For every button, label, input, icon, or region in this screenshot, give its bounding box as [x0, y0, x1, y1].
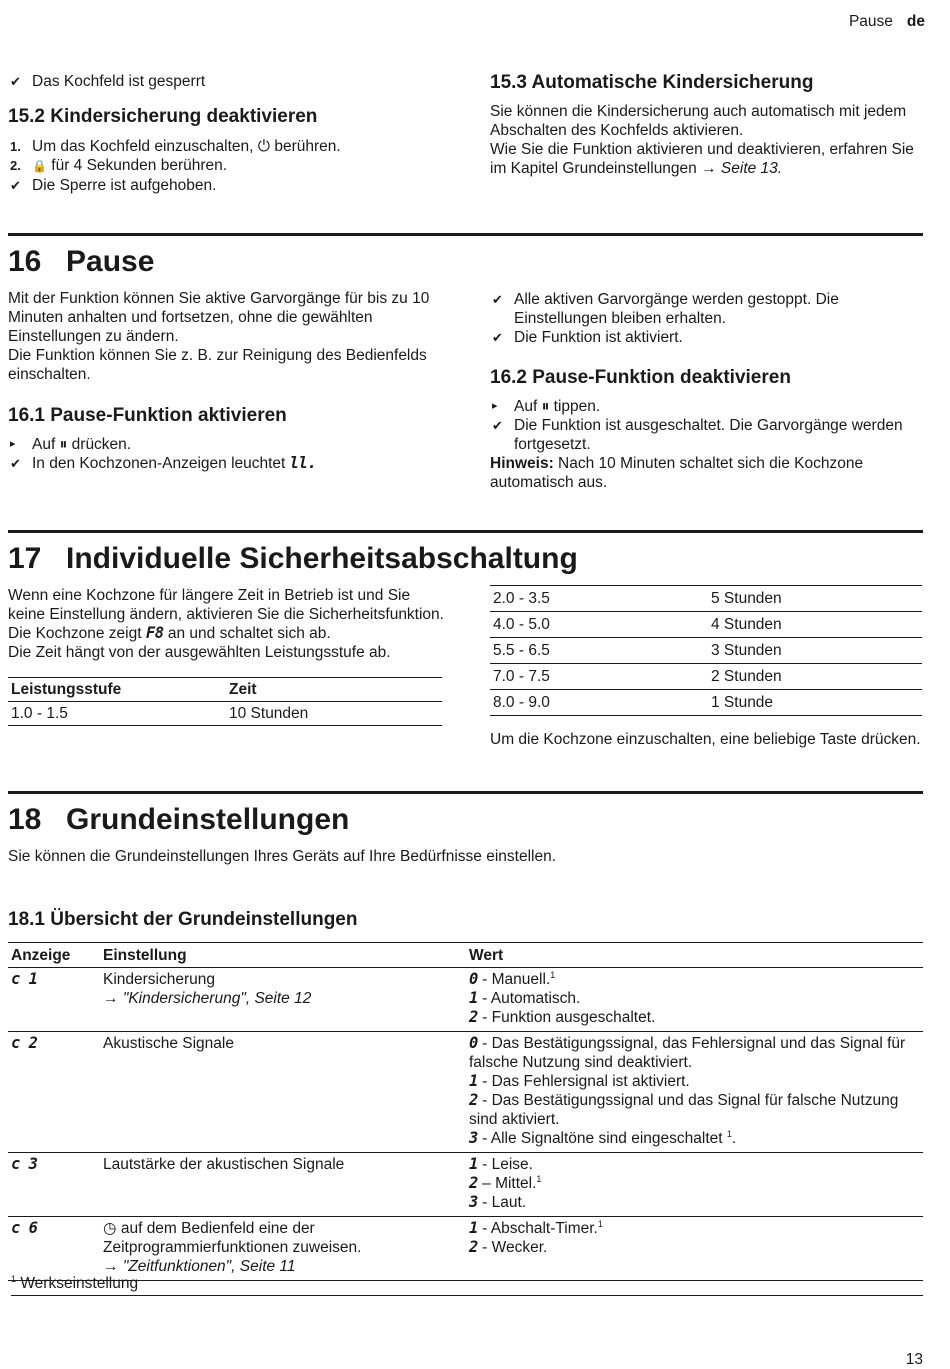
setting-cell: Akustische Signale [100, 1032, 466, 1153]
section-15-3 [490, 71, 922, 178]
table-cell: 5.5 - 6.5 [490, 638, 708, 664]
segment-display: F8 [145, 624, 164, 642]
check-icon: ✔ [10, 178, 21, 193]
table-cell: 8.0 - 9.0 [490, 690, 708, 716]
check-icon: ✔ [10, 456, 21, 471]
cross-reference[interactable]: → "Zeitfunktionen", Seite 11 [103, 1258, 296, 1275]
check-icon: ✔ [492, 418, 503, 433]
table-cell: 2 Stunden [708, 664, 922, 690]
table-row [8, 702, 442, 726]
page-link[interactable]: Seite 13. [720, 160, 783, 177]
table-row [490, 612, 922, 638]
paragraph: Wenn eine Kochzone für längere Zeit in Betrieb ist und Sie keine Einstellung ändern, aktivieren Sie die Sicherheitsfunktion. Die Kochzone zeigt F8 an und schaltet sich ab. [8, 587, 444, 642]
pause-icon: ⏸ [59, 436, 68, 453]
result-item: ✔ In den Kochzonen-Anzeigen leuchtet ll. [10, 454, 317, 472]
table-cell: 1.0 - 1.5 [8, 702, 226, 726]
chapter-17-right [490, 585, 922, 749]
chapter-18-header [8, 791, 923, 840]
chapter-title: 18 Grundeinstellungen [8, 803, 350, 836]
footnote-marker: 1 [726, 1128, 732, 1139]
ref-arrow-icon: → [701, 160, 717, 177]
display-code: c 2 [8, 1032, 100, 1153]
arrow-icon: ▸ [492, 400, 498, 412]
table-header-row [8, 943, 923, 968]
section-15-2 [8, 72, 444, 195]
display-code: c 6 [8, 1217, 100, 1281]
value-cell: 1 - Abschalt-Timer.$^1$ 2 - Wecker. [466, 1217, 923, 1281]
table-cell: 7.0 - 7.5 [490, 664, 708, 690]
check-icon: ✔ [492, 330, 503, 345]
running-header [849, 12, 925, 31]
chapter-17-left [8, 586, 444, 726]
chapter-16-header [8, 233, 923, 282]
table-cell: 1 Stunde [708, 690, 922, 716]
step-item: 1. Um das Kochfeld einzuschalten, ⏻ berühren. [10, 138, 341, 155]
table-cell: 2.0 - 3.5 [490, 586, 708, 612]
result-item: ✔ Alle aktiven Garvorgänge werden gestoppt. Die Einstellungen bleiben erhalten. [492, 291, 839, 327]
footnote-marker: 1 [11, 1273, 17, 1284]
power-level-table [8, 677, 442, 726]
result-item: ✔ Die Funktion ist aktiviert. [492, 329, 683, 346]
table-cell: 3 Stunden [708, 638, 922, 664]
setting-cell: ◷ auf dem Bedienfeld eine der Zeitprogrammierfunktionen zuweisen. → "Zeitfunktionen", Seite 11 [100, 1217, 466, 1281]
paragraph: Die Funktion können Sie z. B. zur Reinigung des Bedienfelds einschalten. [8, 347, 427, 383]
table-cell: 5 Stunden [708, 586, 922, 612]
result-item: ✔ Die Sperre ist aufgehoben. [10, 177, 217, 194]
section-heading: 16.2 Pause-Funktion deaktivieren [490, 367, 791, 388]
footnote-marker: 1 [597, 1218, 603, 1229]
table-row [490, 586, 922, 612]
setting-cell: Lautstärke der akustischen Signale [100, 1153, 466, 1217]
settings-table [8, 942, 923, 1281]
result-item: ✔ Die Funktion ist ausgeschaltet. Die Garvorgänge werden fortgesetzt. [492, 417, 903, 453]
table-row [490, 690, 922, 716]
table-cell: 4.0 - 5.0 [490, 612, 708, 638]
section-heading: 15.2 Kindersicherung deaktivieren [8, 106, 318, 127]
value-cell: 0 - Das Bestätigungssignal, das Fehlersignal und das Signal für falsche Nutzung sind deaktiviert. 1 - Das Fehlersignal ist aktiviert. 2 - Das Bestätigungssignal und das Signal für falsche Nutzung sind aktiviert. 3 - Alle Signaltöne sind eingeschaltet $^1$. [466, 1032, 923, 1153]
column-header: Leistungsstufe [8, 678, 226, 702]
value-cell: 1 - Leise. 2 – Mittel.$^1$ 3 - Laut. [466, 1153, 923, 1217]
ref-arrow-icon: → [103, 990, 119, 1007]
chapter-title: 17 Individuelle Sicherheitsabschaltung [8, 542, 578, 575]
page-number: 13 [905, 1351, 923, 1368]
table-cell: 10 Stunden [226, 702, 442, 726]
header-language: de [906, 13, 925, 30]
step-item: 2. 🔒 für 4 Sekunden berühren. [10, 157, 228, 174]
table-header-row [8, 678, 442, 702]
table-footnote: $^1$ Werkseinstellung [11, 1274, 923, 1296]
column-header: Anzeige [8, 943, 100, 968]
clock-icon: ◷ [103, 1220, 117, 1237]
section-heading: 18.1 Übersicht der Grundeinstellungen [8, 909, 358, 930]
table-row [8, 1217, 923, 1281]
table-row [8, 968, 923, 1032]
result-item: ✔ Das Kochfeld ist gesperrt [10, 73, 206, 90]
table-row [490, 664, 922, 690]
check-icon: ✔ [492, 292, 503, 307]
display-code: c 1 [8, 968, 100, 1032]
chapter-17-header [8, 530, 923, 579]
section-heading: 15.3 Automatische Kindersicherung [490, 72, 814, 93]
lock-icon: 🔒 [32, 159, 47, 173]
section-heading: 16.1 Pause-Funktion aktivieren [8, 405, 287, 426]
table-row [8, 1153, 923, 1217]
column-header: Einstellung [100, 943, 466, 968]
table-cell: 4 Stunden [708, 612, 922, 638]
footnote-marker: 1 [536, 1173, 542, 1184]
setting-cell: Kindersicherung → "Kindersicherung", Seite 12 [100, 968, 466, 1032]
power-level-table-continued [490, 585, 922, 716]
footnote-marker: 1 [550, 969, 556, 980]
note-label: Hinweis: [490, 455, 554, 472]
chapter-title: 16 Pause [8, 245, 155, 278]
chapter-16-left [8, 289, 444, 473]
paragraph: Sie können die Grundeinstellungen Ihres Geräts auf Ihre Bedürfnisse einstellen. [8, 848, 557, 865]
check-icon: ✔ [10, 74, 21, 89]
column-header: Wert [466, 943, 923, 968]
chapter-16-right [490, 290, 922, 492]
display-code: c 3 [8, 1153, 100, 1217]
note: Hinweis: Nach 10 Minuten schaltet sich die Kochzone automatisch aus. [490, 455, 864, 491]
ref-arrow-icon: → [103, 1258, 119, 1275]
power-icon: ⏻ [257, 138, 271, 155]
table-row [490, 638, 922, 664]
value-cell: 0 - Manuell.$^1$ 1 - Automatisch. 2 - Funktion ausgeschaltet. [466, 968, 923, 1032]
step-item: ▸ Auf ⏸ drücken. [10, 436, 132, 453]
arrow-icon: ▸ [10, 438, 16, 450]
step-item: ▸ Auf ⏸ tippen. [492, 398, 601, 415]
segment-display: ll. [289, 454, 317, 472]
table-row [8, 1032, 923, 1153]
paragraph: Mit der Funktion können Sie aktive Garvorgänge für bis zu 10 Minuten anhalten und fortsetzen, ohne die gewählten Einstellungen zu ändern. [8, 290, 430, 345]
pause-icon: ⏸ [541, 398, 550, 415]
cross-reference[interactable]: → "Kindersicherung", Seite 12 [103, 990, 312, 1007]
paragraph: Sie können die Kindersicherung auch automatisch mit jedem Abschalten des Kochfelds aktivieren. [490, 103, 907, 139]
paragraph: Die Zeit hängt von der ausgewählten Leistungsstufe ab. [8, 644, 391, 661]
paragraph: Um die Kochzone einzuschalten, eine beliebige Taste drücken. [490, 731, 921, 748]
column-header: Zeit [226, 678, 442, 702]
paragraph: Wie Sie die Funktion aktivieren und deaktivieren, erfahren Sie im Kapitel Grundeinstellungen → Seite 13. [490, 141, 914, 177]
header-section: Pause [848, 13, 893, 30]
